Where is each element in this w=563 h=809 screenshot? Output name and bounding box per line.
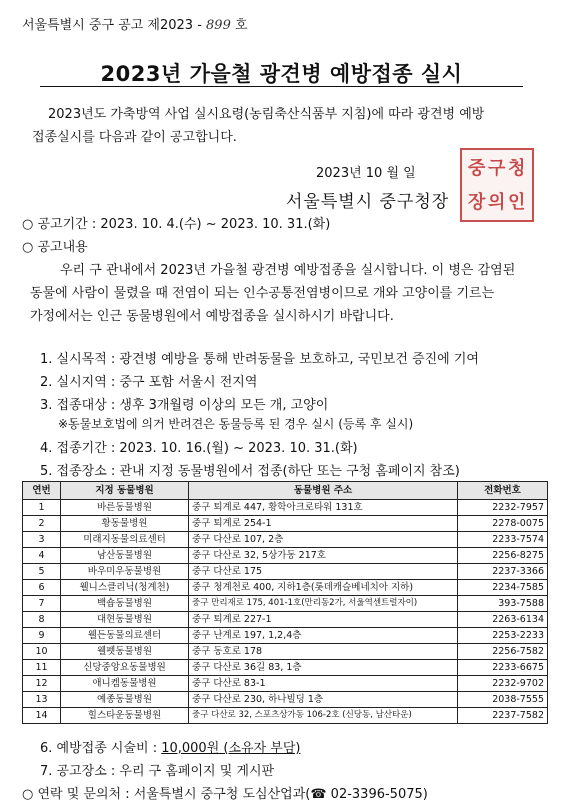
handwritten-number: 899 [206,18,231,33]
item-location: 5. 접종장소 : 관내 지정 동물병원에서 접종(하단 또는 구청 홈페이지 참조) [40,464,460,479]
intro-line-1: 2023년도 가축방역 사업 실시요령(농림축산식품부 지침)에 따라 광견병 예방 [48,107,485,122]
seal-char: 청 [508,158,526,179]
table-row [23,548,548,564]
table-row [23,692,548,708]
seal-char: 중 [468,158,486,179]
hospital-address: 중구 퇴계로 227-1 [189,612,458,628]
bullet-circle: ○ [22,217,34,232]
hospital-name: 바우미우동물병원 [61,564,189,580]
table-row [23,660,548,676]
row-number: 13 [23,692,61,708]
hospital-name: 미래지동물의료센터 [61,532,189,548]
hospital-address: 중구 동호로 178 [189,644,458,660]
row-number: 1 [23,500,61,516]
hospital-phone: 2256-8275 [458,548,548,564]
row-number: 7 [23,596,61,612]
hospital-address: 중구 다산로 107, 2층 [189,532,458,548]
hospital-name: 예종동물병원 [61,692,189,708]
column-header: 동물병원 주소 [189,482,458,500]
hospital-phone: 2233-6675 [458,660,548,676]
table-row [23,500,548,516]
hospital-phone: 393-7588 [458,596,548,612]
table-row [23,532,548,548]
row-number: 3 [23,532,61,548]
hospital-name: 바른동물병원 [61,500,189,516]
item-region: 2. 실시지역 : 중구 포함 서울시 전지역 [40,375,258,390]
hospital-phone: 2237-7582 [458,708,548,724]
content-heading [22,236,88,255]
telephone-icon: ☎ [310,787,327,802]
hospital-address: 중구 난계로 197, 1,2,4층 [189,628,458,644]
hospital-address: 중구 다산로 83-1 [189,676,458,692]
row-number: 9 [23,628,61,644]
bullet-circle: ○ [22,240,34,255]
hospital-address: 중구 다산로 36길 83, 1층 [189,660,458,676]
row-number: 12 [23,676,61,692]
item-target-note: ※동물보호법에 의거 반려견은 동물등록 된 경우 실시 (등록 후 실시) [58,417,414,431]
hospital-phone: 2038-7555 [458,692,548,708]
row-number: 8 [23,612,61,628]
hospital-name: 황동물병원 [61,516,189,532]
table-row [23,676,548,692]
hospital-table [22,481,548,724]
seal-char: 의 [488,192,506,213]
hospital-phone: 2256-7582 [458,644,548,660]
hospital-name: 백숍동물병원 [61,596,189,612]
official-seal [460,148,534,222]
hospital-phone: 2237-3366 [458,564,548,580]
seal-char: 구 [488,158,506,179]
contact-line [22,783,428,802]
intro-line-2: 접종실시를 다음과 같이 공고합니다. [32,130,237,145]
item-fee [40,737,300,756]
hospital-address: 중구 퇴계로 447, 황학아크로타워 131호 [189,500,458,516]
content-heading-text: 공고내용 [37,240,88,255]
fee-label: 6. 예방접종 시술비 : [40,741,162,756]
row-number: 11 [23,660,61,676]
page-title: 2023년 가을철 광견병 예방접종 실시 [100,62,463,86]
table-header-row [23,482,548,500]
hospital-name: 애니켐동물병원 [61,676,189,692]
paragraph-line-2: 동물에 사람이 물렸을 때 전염이 되는 인수공통전염병이므로 개와 고양이를 기르는 [30,286,495,301]
item-period: 4. 접종기간 : 2023. 10. 16.(월) ~ 2023. 10. 31.(화) [40,441,358,456]
column-header: 지정 동물병원 [61,482,189,500]
fee-value: 10,000원 (소유자 부담) [161,741,301,756]
notice-number-suffix: 호 [235,18,248,33]
hospital-name: 웰든동물의료센터 [61,628,189,644]
hospital-phone: 2234-7585 [458,580,548,596]
date-line: 2023년 10 월 일 [316,166,416,181]
hospital-phone: 2278-0075 [458,516,548,532]
item-purpose: 1. 실시목적 : 광견병 예방을 통해 반려동물을 보호하고, 국민보건 증진에 기여 [40,352,479,367]
table-row [23,708,548,724]
table-row [23,628,548,644]
hospital-name: 힐스타운동물병원 [61,708,189,724]
table-row [23,596,548,612]
hospital-name: 신당중앙요동물병원 [61,660,189,676]
hospital-address: 중구 퇴계로 254-1 [189,516,458,532]
contact-phone: 02-3396-5075) [326,787,428,802]
table-row [23,564,548,580]
row-number: 5 [23,564,61,580]
hospital-address: 중구 다산로 32, 5상가동 217호 [189,548,458,564]
bullet-circle: ○ [22,787,34,802]
table-row [23,516,548,532]
hospital-address: 중구 다산로 230, 하나빌딩 1층 [189,692,458,708]
hospital-address: 중구 다산로 32, 스포츠상가동 106-2호 (신당동, 남산타운) [189,708,458,724]
title-underline [40,86,523,87]
table-row [23,612,548,628]
item-target: 3. 접종대상 : 생후 3개월령 이상의 모든 개, 고양이 [40,398,329,413]
hospital-phone: 2232-7957 [458,500,548,516]
hospital-phone: 2233-7574 [458,532,548,548]
column-header: 연번 [23,482,61,500]
row-number: 6 [23,580,61,596]
hospital-address: 중구 만리재로 175, 401-1호(만리동2가, 서울역센트럴자이) [189,596,458,612]
item-place: 7. 공고장소 : 우리 구 홈페이지 및 게시판 [40,764,275,779]
paragraph-line-1: 우리 구 관내에서 2023년 가을철 광견병 예방접종을 실시합니다. 이 병은 감염된 [60,263,516,278]
notice-period [22,213,330,232]
notice-period-text: 공고기간 : 2023. 10. 4.(수) ~ 2023. 10. 31.(화) [37,217,331,232]
notice-number [22,14,248,33]
paragraph-line-3: 가정에서는 인근 동물병원에서 예방접종을 실시하시기 바랍니다. [30,309,394,324]
row-number: 10 [23,644,61,660]
column-header: 전화번호 [458,482,548,500]
hospital-phone: 2263-6134 [458,612,548,628]
hospital-name: 남산동물병원 [61,548,189,564]
hospital-phone: 2253-2233 [458,628,548,644]
hospital-address: 중구 다산로 175 [189,564,458,580]
issuer-name: 서울특별시 중구청장 [286,192,450,212]
table-row [23,644,548,660]
hospital-phone: 2232-9702 [458,676,548,692]
contact-label: 연락 및 문의처 : 서울특별시 중구청 도심산업과( [37,787,311,802]
hospital-name: 웰니스클리닉(청계천) [61,580,189,596]
hospital-address: 중구 청계천로 400, 지하1층(롯데캐슬베네치아 지하) [189,580,458,596]
row-number: 14 [23,708,61,724]
row-number: 4 [23,548,61,564]
hospital-name: 대현동물병원 [61,612,189,628]
notice-number-prefix: 서울특별시 중구 공고 제2023 - [22,18,202,33]
seal-char: 장 [468,192,486,213]
hospital-name: 웰펫동물병원 [61,644,189,660]
table-row [23,580,548,596]
row-number: 2 [23,516,61,532]
seal-char: 인 [508,192,526,213]
